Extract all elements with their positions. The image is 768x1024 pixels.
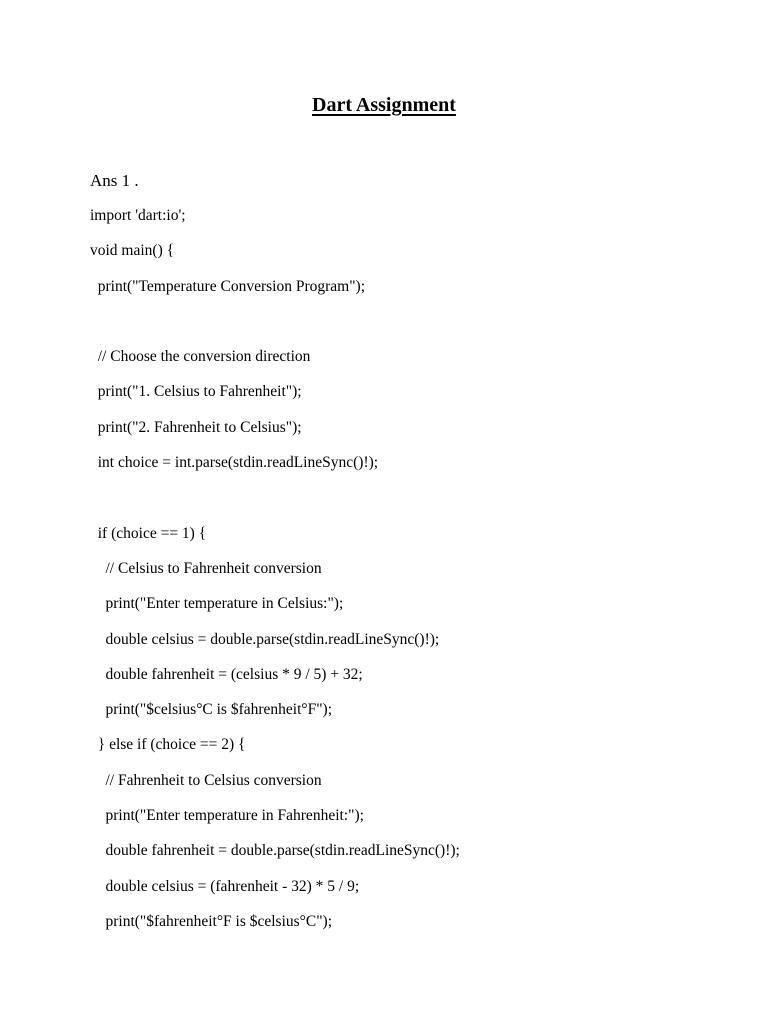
code-line: double celsius = (fahrenheit - 32) * 5 / 9; (90, 877, 360, 895)
code-line: void main() { (90, 242, 175, 260)
code-line: print("Enter temperature in Fahrenheit:"); (90, 807, 364, 825)
code-line (90, 308, 730, 343)
code-line: double fahrenheit = double.parse(stdin.readLineSync()!); (90, 842, 460, 860)
code-line: print("2. Fahrenheit to Celsius"); (90, 418, 302, 436)
code-line (90, 484, 730, 519)
code-line: import 'dart:io'; (90, 207, 186, 224)
code-line: print("$celsius°C is $fahrenheit°F"); (90, 701, 333, 719)
code-line: // Fahrenheit to Celsius conversion (90, 771, 322, 789)
code-line: } else if (choice == 2) { (90, 736, 246, 754)
code-line: print("Temperature Conversion Program"); (90, 277, 365, 295)
code-line: int choice = int.parse(stdin.readLineSync()!); (90, 454, 379, 472)
code-line: if (choice == 1) { (90, 524, 207, 542)
document-title: Dart Assignment (312, 94, 456, 116)
code-line: double fahrenheit = (celsius * 9 / 5) + 32; (90, 665, 363, 683)
code-line: // Choose the conversion direction (90, 348, 311, 366)
code-line: print("Enter temperature in Celsius:"); (90, 595, 344, 613)
code-block (90, 202, 730, 943)
code-line: // Celsius to Fahrenheit conversion (90, 559, 322, 577)
code-line: double celsius = double.parse(stdin.readLineSync()!); (90, 630, 440, 648)
code-line: print("1. Celsius to Fahrenheit"); (90, 383, 302, 401)
answer-label: Ans 1 . (90, 171, 139, 190)
code-line: print("$fahrenheit°F is $celsius°C"); (90, 912, 333, 930)
